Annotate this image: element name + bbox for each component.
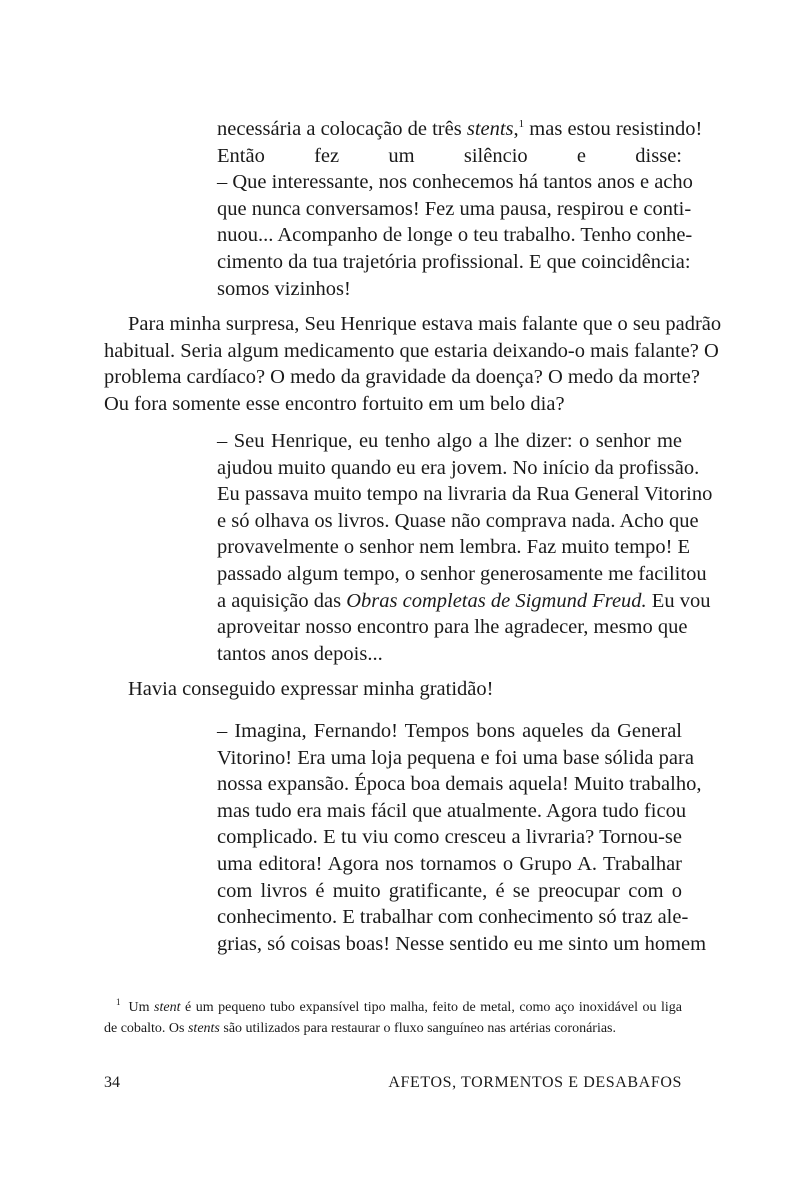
quote-block-1 [217, 116, 703, 302]
text-line: problema cardíaco? O medo da gravidade da doença? O medo da morte? [104, 366, 700, 389]
text-line: ajudou muito quando eu era jovem. No início da profissão. [217, 456, 700, 479]
text-line: Para minha surpresa, Seu Henrique estava mais falante que o seu padrão [128, 313, 722, 335]
text-line: Eu passava muito tempo na livraria da Rua General Vitorino [217, 483, 713, 506]
paragraph-2 [104, 676, 682, 703]
text-line: passado algum tempo, o senhor generosamente me facilitou [217, 562, 707, 585]
text-line: cimento da tua trajetória profissional. E que coincidência: [217, 250, 691, 273]
text-line: grias, só coisas boas! Nesse sentido eu me sinto um homem [217, 932, 707, 955]
book-title: Obras completas de Sigmund Freud. [346, 589, 647, 612]
text-line: – Imagina, Fernando! Tempos bons aqueles da General [217, 720, 682, 742]
text-line: – Que interessante, nos conhecemos há tantos anos e acho [217, 171, 693, 194]
text-line: e só olhava os livros. Quase não comprava nada. Acho que [217, 509, 699, 532]
footnote-reference[interactable]: 1 [518, 118, 525, 131]
running-title: AFETOS, TORMENTOS E DESABAFOS [388, 1074, 682, 1091]
paragraph-1 [104, 311, 722, 417]
page-number: 34 [104, 1074, 120, 1091]
text-line: uma editora! Agora nos tornamos o Grupo A. Trabalhar [217, 852, 682, 875]
text-line: necessária a colocação de três stents,$^1$ mas estou resistindo! [217, 118, 703, 140]
text-line: conhecimento. E trabalhar com conhecimento só traz ale- [217, 906, 689, 929]
text-line: Então fez um silêncio e disse: [217, 144, 682, 167]
footnote-line: de cobalto. Os stents são utilizados para restaurar o fluxo sanguíneo nas artérias coronárias. [104, 1021, 617, 1036]
page-footer [104, 1072, 682, 1094]
footnote-mark: 1 [116, 997, 121, 1008]
text-line: nossa expansão. Época boa demais aquela! Muito trabalho, [217, 773, 702, 796]
text-line: Ou fora somente esse encontro fortuito em um belo dia? [104, 392, 565, 415]
footnote [104, 997, 682, 1039]
text-line: provavelmente o senhor nem lembra. Faz muito tempo! E [217, 536, 691, 559]
text-line: complicado. E tu viu como cresceu a livraria? Tornou-se [217, 826, 682, 849]
text-line: – Seu Henrique, eu tenho algo a lhe dizer: o senhor me [217, 430, 682, 452]
text-line: Vitorino! Era uma loja pequena e foi uma base sólida para [217, 746, 694, 769]
text-line: com livros é muito gratificante, é se preocupar com o [217, 879, 682, 902]
text-line: habitual. Seria algum medicamento que estaria deixando-o mais falante? O [104, 339, 719, 362]
text-line: mas tudo era mais fácil que atualmente. Agora tudo ficou [217, 799, 687, 822]
text-line: somos vizinhos! [217, 277, 351, 300]
text-line: tantos anos depois... [217, 642, 383, 665]
text-line: que nunca conversamos! Fez uma pausa, respirou e conti- [217, 197, 692, 220]
footnote-line: $^1$ Um stent é um pequeno tubo expansível tipo malha, feito de metal, como aço inoxidável ou liga [116, 997, 682, 1015]
text-line: a aquisição das Obras completas de Sigmund Freud. Eu vou [217, 589, 711, 612]
quote-block-2 [217, 428, 713, 667]
italic-term: stents [466, 118, 514, 140]
text-line: Havia conseguido expressar minha gratidão! [128, 678, 494, 700]
quote-block-3 [217, 718, 707, 957]
text-line: aproveitar nosso encontro para lhe agradecer, mesmo que [217, 616, 688, 639]
text-line: nuou... Acompanho de longe o teu trabalho. Tenho conhe- [217, 224, 693, 247]
